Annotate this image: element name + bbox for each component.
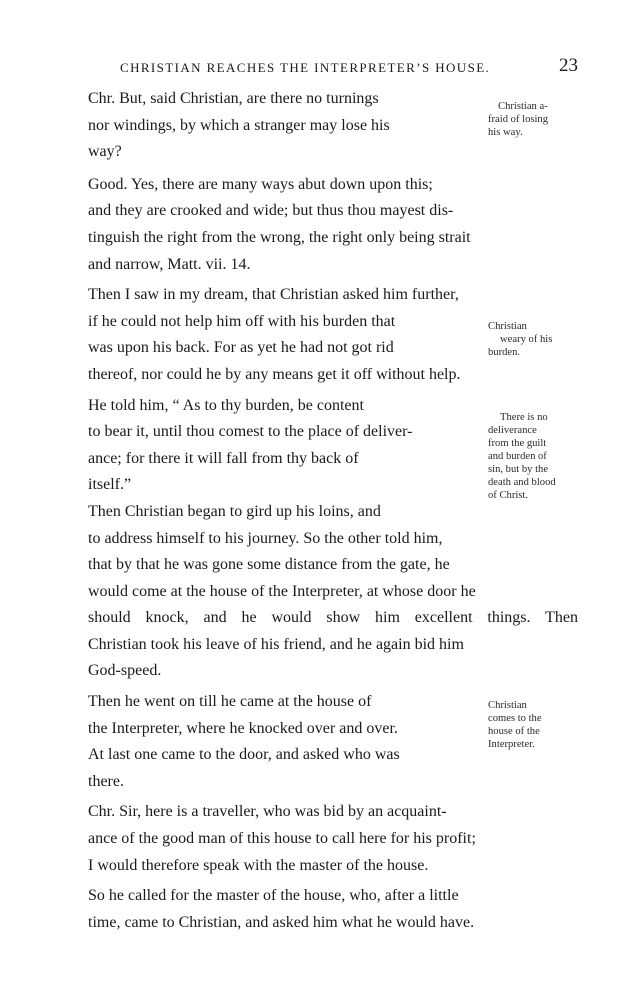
- text-line: [88, 286, 578, 313]
- paragraph-master-called: [88, 887, 578, 940]
- line-text: the Interpreter, where he knocked over and over.: [88, 719, 398, 737]
- text-line: [88, 662, 578, 689]
- line-text: that by that he was gone some distance from the gate, he: [88, 556, 450, 574]
- paragraph-asked-further: [88, 286, 578, 392]
- page-body: [88, 90, 578, 940]
- note-line: Interpreter.: [488, 739, 535, 751]
- note-line: from the guilt: [488, 437, 547, 449]
- text-line: [88, 176, 578, 203]
- running-head-title: CHRISTIAN REACHES THE INTERPRETER’S HOUSE.: [120, 60, 491, 75]
- line-text: ance of the good man of this house to call here for his profit;: [88, 830, 476, 848]
- text-line: [88, 556, 578, 583]
- line-text: tinguish the right from the wrong, the right only being strait: [88, 228, 471, 246]
- note-line: There is no: [500, 411, 548, 423]
- paragraph-burden-content: [88, 397, 578, 503]
- text-line: [88, 583, 578, 610]
- text-line: [88, 366, 578, 393]
- text-line: [88, 90, 478, 117]
- note-line: sin, but by the: [488, 463, 549, 475]
- line-text: Chr. Sir, here is a traveller, who was bid by an acquaint-: [88, 803, 447, 821]
- line-text: to bear it, until thou comest to the place of deliver-: [88, 423, 413, 441]
- line-text: there.: [88, 772, 124, 790]
- text-line: [88, 830, 578, 857]
- note-line: and burden of: [488, 450, 547, 462]
- line-text: So he called for the master of the house, who, after a little: [88, 887, 459, 905]
- note-line: Christian a-: [498, 101, 548, 112]
- note-line: of Christ.: [488, 489, 529, 501]
- line-text: Then Christian began to gird up his loins, and: [88, 502, 381, 520]
- text-line: [88, 857, 578, 884]
- note-line: Christian: [488, 700, 527, 712]
- note-line: death and blood: [488, 476, 556, 488]
- line-text: if he could not help him off with his burden that: [88, 312, 396, 330]
- line-text: Then he went on till he came at the house of: [88, 693, 372, 711]
- line-text: God-speed.: [88, 662, 162, 680]
- line-text: to address himself to his journey. So the other told him,: [88, 529, 443, 547]
- page-number: 23: [559, 55, 578, 76]
- text-line: [88, 256, 578, 283]
- line-text: and narrow, Matt. vii. 14.: [88, 255, 251, 273]
- line-text: nor windings, by which a stranger may lose his: [88, 116, 390, 134]
- note-line: Christian: [488, 321, 527, 333]
- note-line: comes to the: [488, 713, 542, 725]
- text-line: [88, 530, 578, 557]
- text-line: [88, 117, 478, 144]
- line-text: way?: [88, 143, 122, 161]
- text-line: [88, 887, 578, 914]
- line-text: ance; for there it will fall from thy back of: [88, 449, 359, 467]
- line-text: should knock, and he would show him excellent things. Then: [88, 609, 578, 627]
- line-text: At last one came to the door, and asked who was: [88, 746, 400, 764]
- margin-note-interpreter: [488, 699, 580, 751]
- line-text: Good. Yes, there are many ways abut down upon this;: [88, 175, 433, 193]
- line-text: Chr. But, said Christian, are there no turnings: [88, 90, 379, 107]
- note-line: house of the: [488, 726, 540, 738]
- text-line: [88, 609, 578, 636]
- note-line: his way.: [488, 127, 523, 138]
- line-text: He told him, “ As to thy burden, be content: [88, 396, 364, 414]
- paragraph-knocked: [88, 693, 578, 799]
- paragraph-chr-question: [88, 90, 578, 170]
- line-text: Christian took his leave of his friend, and he again bid him: [88, 635, 464, 653]
- line-text: was upon his back. For as yet he had not got rid: [88, 339, 394, 357]
- text-line: [88, 229, 578, 256]
- paragraph-chr-traveller: [88, 803, 578, 883]
- line-text: itself.”: [88, 476, 132, 494]
- line-text: thereof, nor could he by any means get it off without help.: [88, 365, 461, 383]
- paragraph-gird-loins: [88, 503, 578, 689]
- text-line: [88, 503, 578, 530]
- line-text: Then I saw in my dream, that Christian asked him further,: [88, 286, 459, 304]
- paragraph-good-answer: [88, 176, 578, 282]
- margin-note-deliverance: [488, 411, 580, 502]
- running-header: [88, 57, 578, 79]
- text-line: [88, 773, 578, 800]
- line-text: would come at the house of the Interpreter, at whose door he: [88, 582, 476, 600]
- line-text: and they are crooked and wide; but thus thou mayest dis-: [88, 202, 454, 220]
- note-line: fraid of losing: [488, 114, 549, 125]
- text-line: [88, 803, 578, 830]
- text-line: [88, 914, 578, 941]
- text-line: [88, 636, 578, 663]
- text-line: [88, 143, 578, 170]
- note-line: burden.: [488, 347, 521, 359]
- line-text: time, came to Christian, and asked him what he would have.: [88, 913, 475, 931]
- margin-note-afraid: [488, 100, 580, 139]
- note-line: deliverance: [488, 424, 537, 436]
- line-text: I would therefore speak with the master of the house.: [88, 856, 429, 874]
- margin-note-weary: [488, 320, 580, 359]
- note-line: weary of his: [500, 334, 553, 346]
- text-line: [88, 202, 578, 229]
